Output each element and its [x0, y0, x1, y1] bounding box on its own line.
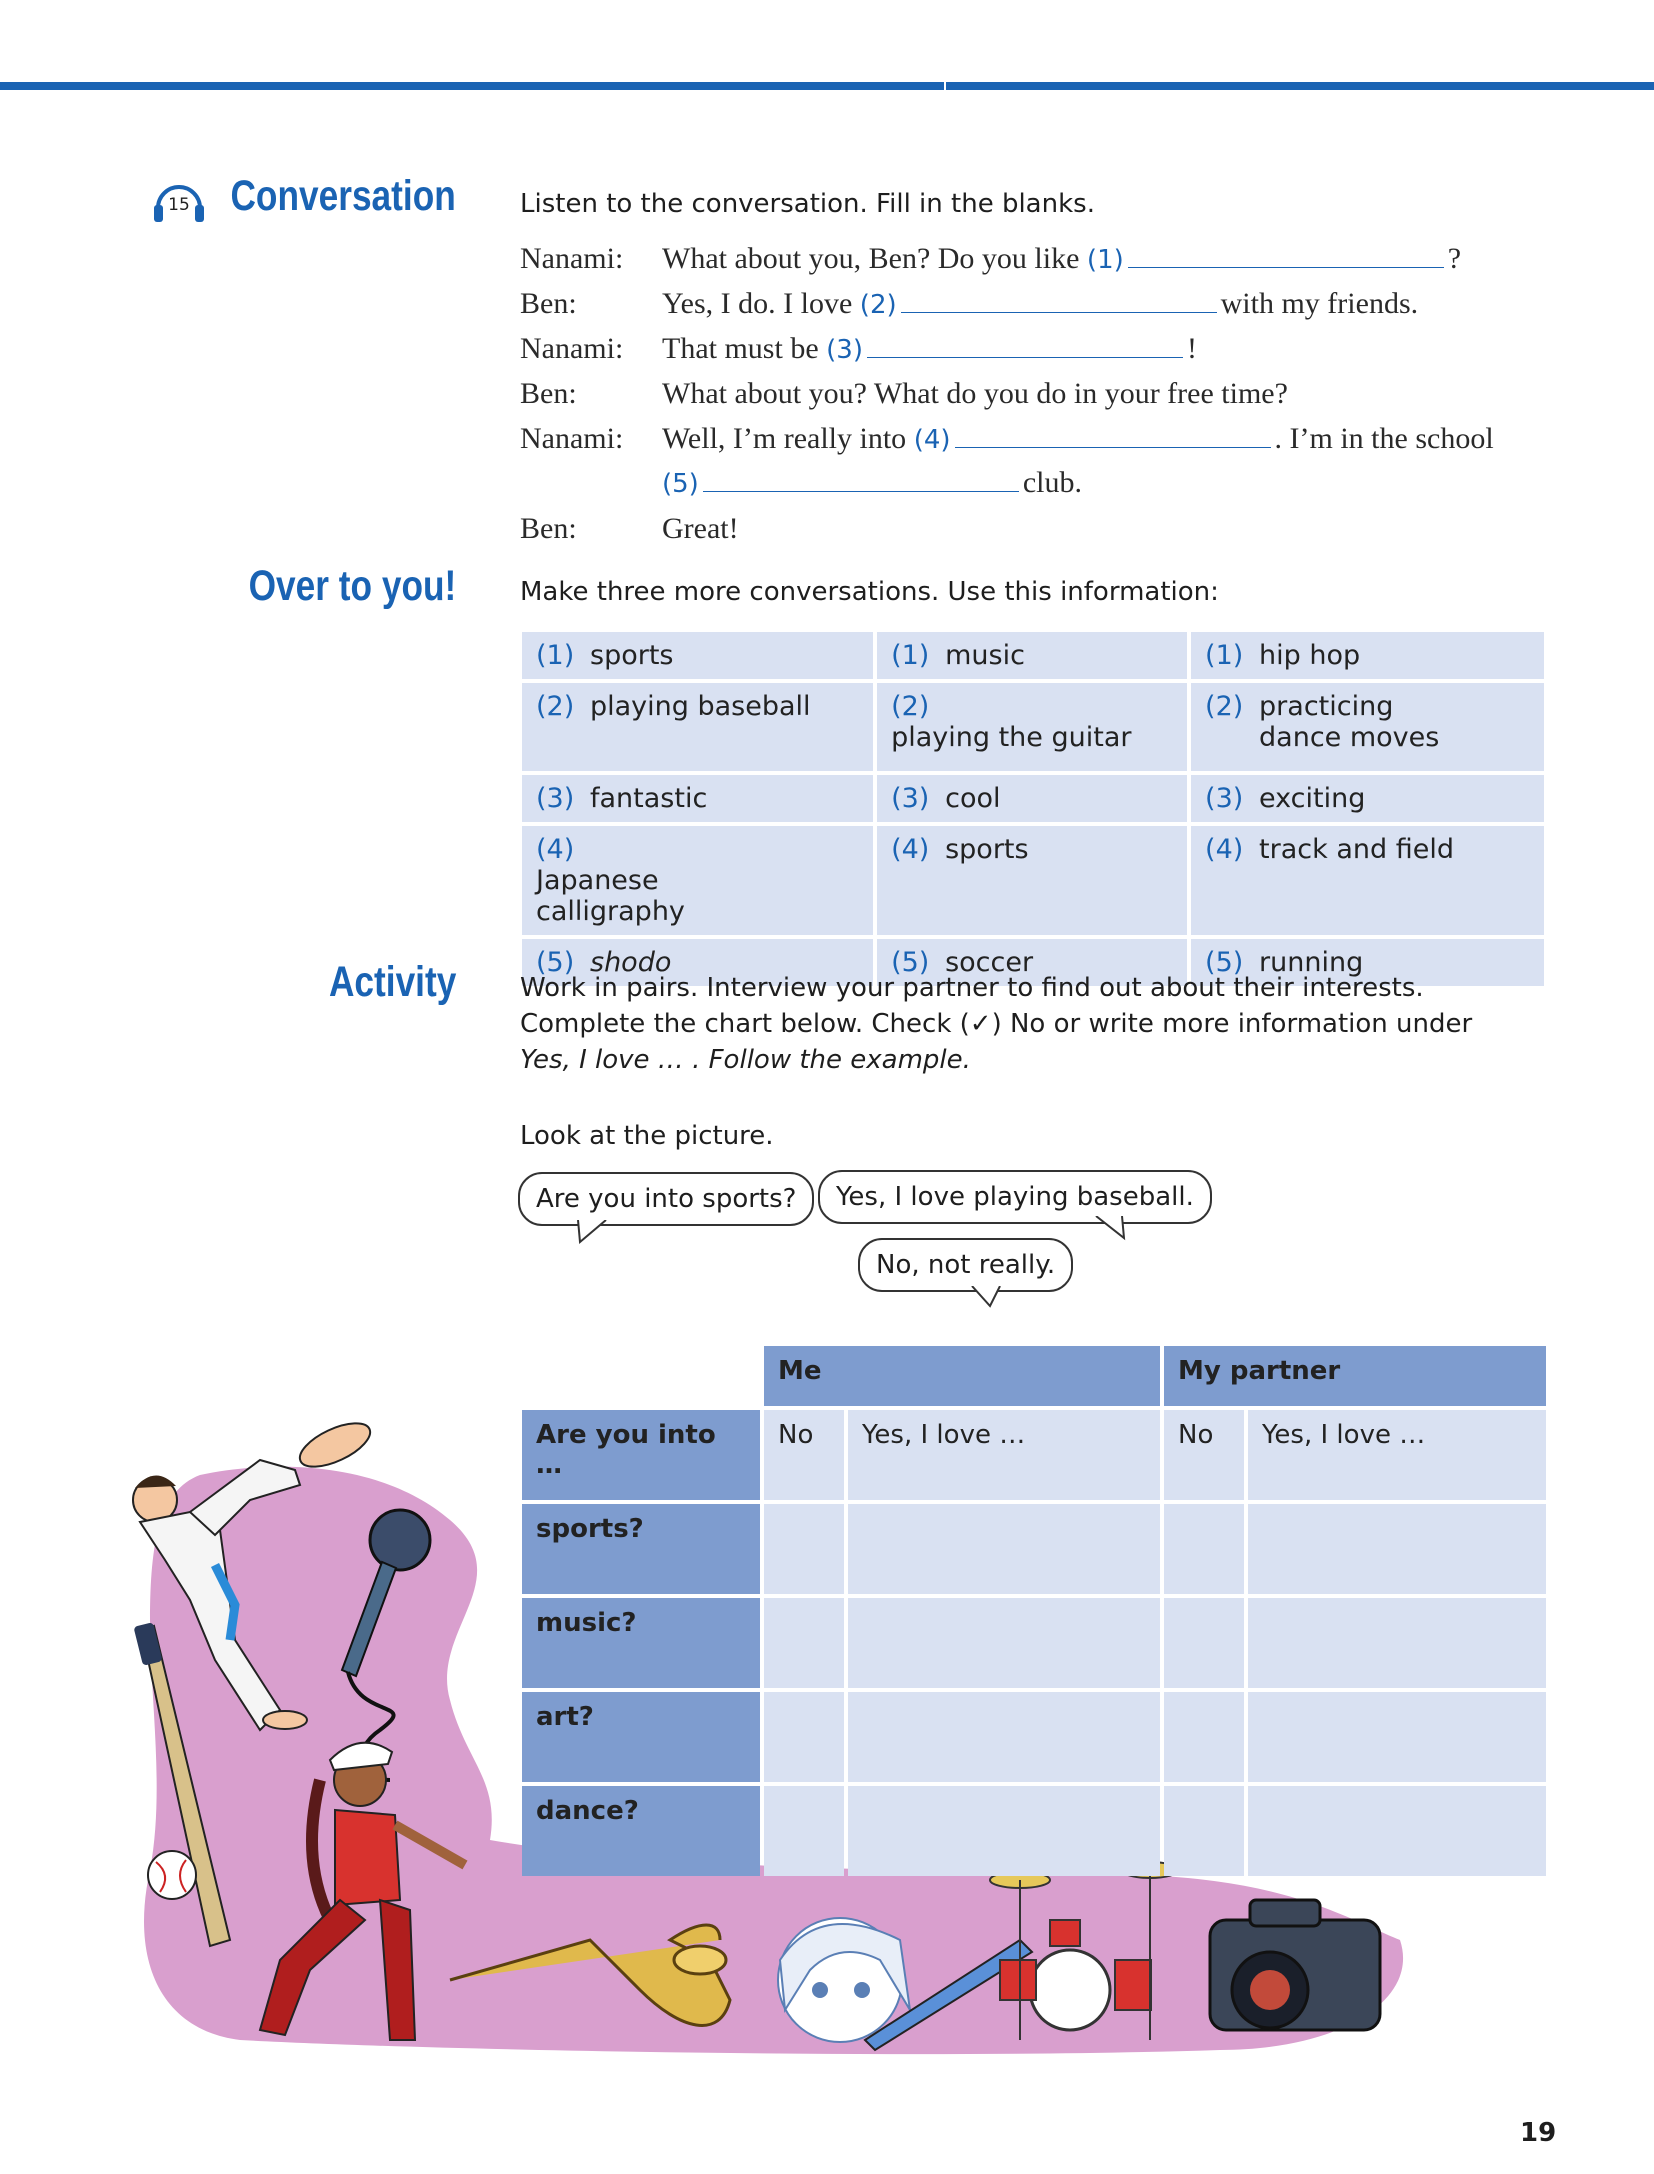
dialogue-text	[662, 287, 1418, 321]
audio-track-number: 15	[168, 195, 190, 215]
chart-cell-no-me[interactable]	[764, 1598, 844, 1688]
chart-cell-no-me[interactable]	[764, 1786, 844, 1876]
chart-row-label: sports?	[522, 1504, 760, 1594]
chart-row	[522, 1504, 1546, 1594]
dialogue-text	[662, 377, 1288, 411]
chart-row-label: music?	[522, 1598, 760, 1688]
fill-in-blank[interactable]	[901, 288, 1217, 313]
audio-track-icon[interactable]	[150, 172, 208, 230]
chart-col-yes-partner: Yes, I love …	[1248, 1410, 1546, 1500]
info-cell	[522, 775, 873, 822]
interest-chart	[518, 1342, 1550, 1880]
speaker-name: Ben:	[520, 512, 577, 545]
chart-cell-no-me[interactable]	[764, 1504, 844, 1594]
blank-number: (1)	[1086, 245, 1124, 275]
speaker-name: Nanami:	[520, 422, 624, 455]
dialogue-text-after: !	[1186, 332, 1197, 365]
top-rule	[0, 82, 1654, 90]
dialogue-text-before: What about you? What do you do in your free time?	[662, 377, 1288, 410]
info-cell	[877, 683, 1187, 771]
dialogue-text-after: with my friends.	[1220, 287, 1419, 320]
info-text: soccer	[945, 947, 1034, 978]
speech-question-text: Are you into sports?	[536, 1184, 797, 1214]
info-text: running	[1259, 947, 1364, 978]
info-number: (5)	[891, 947, 930, 978]
fill-in-blank[interactable]	[1128, 243, 1444, 268]
info-text: track and field	[1259, 834, 1454, 865]
speaker-name: Ben:	[520, 287, 577, 320]
chart-cell-no-partner[interactable]	[1164, 1692, 1244, 1782]
info-cell	[1191, 683, 1544, 771]
chart-cell-yes-me[interactable]	[848, 1504, 1160, 1594]
info-cell	[1191, 775, 1544, 822]
info-text: music	[945, 640, 1025, 671]
blank-number: (3)	[826, 335, 863, 365]
info-text: hip hop	[1259, 640, 1361, 671]
dialogue-text	[662, 466, 1082, 500]
chart-subheader-row	[522, 1410, 1546, 1500]
section-title-activity: Activity	[328, 958, 456, 1006]
conversation-instruction: Listen to the conversation. Fill in the blanks.	[520, 189, 1095, 219]
dialogue-text-after: . I’m in the school	[1274, 422, 1494, 455]
info-number: (2)	[1205, 691, 1244, 722]
speaker-name: Nanami:	[520, 332, 624, 365]
chart-row	[522, 1786, 1546, 1876]
speech-bubble-no	[858, 1238, 1073, 1292]
info-number: (3)	[891, 783, 930, 814]
chart-header-partner: My partner	[1164, 1346, 1546, 1406]
blank-number: (2)	[859, 290, 897, 320]
info-text: fantastic	[590, 783, 708, 814]
dialogue-text-after: ?	[1447, 242, 1462, 275]
fill-in-blank[interactable]	[867, 333, 1183, 358]
speaker-name: Nanami:	[520, 242, 624, 275]
info-text: exciting	[1259, 783, 1366, 814]
info-number: (5)	[1205, 947, 1244, 978]
look-instruction: Look at the picture.	[520, 1121, 774, 1151]
info-number: (2)	[891, 691, 930, 722]
dialogue-text	[662, 242, 1461, 276]
info-cell	[877, 826, 1187, 935]
info-cell	[877, 775, 1187, 822]
speaker-name: Ben:	[520, 377, 577, 410]
info-text: practicing dance moves	[1259, 691, 1440, 753]
info-row	[522, 632, 1544, 679]
info-text: Japanese calligraphy	[536, 865, 685, 927]
info-number: (4)	[1205, 834, 1244, 865]
chart-row	[522, 1598, 1546, 1688]
chart-cell-yes-partner[interactable]	[1248, 1692, 1546, 1782]
speech-bubble-question	[518, 1172, 814, 1226]
speech-yes-text: Yes, I love playing baseball.	[836, 1182, 1194, 1212]
info-number: (4)	[891, 834, 930, 865]
activity-instruction-1: Work in pairs. Interview your partner to find out about their interests.	[520, 973, 1424, 1003]
info-cell	[1191, 632, 1544, 679]
baseball-illustration	[148, 1851, 196, 1899]
dialogue-text-before: Yes, I do. I love	[662, 287, 853, 320]
info-number: (1)	[1205, 640, 1244, 671]
info-cell	[877, 632, 1187, 679]
chart-row	[522, 1692, 1546, 1782]
info-text: playing baseball	[590, 691, 811, 722]
chart-cell-yes-me[interactable]	[848, 1786, 1160, 1876]
info-number: (1)	[536, 640, 575, 671]
info-row	[522, 775, 1544, 822]
info-number: (3)	[1205, 783, 1244, 814]
chart-corner	[522, 1346, 760, 1406]
chart-cell-yes-me[interactable]	[848, 1598, 1160, 1688]
blank-number: (4)	[913, 425, 951, 455]
info-cell	[1191, 826, 1544, 935]
page-number: 19	[1520, 2118, 1557, 2148]
info-number: (5)	[536, 947, 575, 978]
chart-col-no-me: No	[764, 1410, 844, 1500]
chart-cell-yes-partner[interactable]	[1248, 1504, 1546, 1594]
activity-instruction-2: Complete the chart below. Check (✓) No or write more information under	[520, 1009, 1473, 1039]
chart-cell-yes-me[interactable]	[848, 1692, 1160, 1782]
info-row	[522, 826, 1544, 935]
chart-col-no-partner: No	[1164, 1410, 1244, 1500]
info-text: sports	[590, 640, 674, 671]
blank-number: (5)	[662, 469, 699, 499]
info-text: shodo	[590, 947, 672, 978]
info-cell	[522, 683, 873, 771]
chart-col-yes-me: Yes, I love …	[848, 1410, 1160, 1500]
info-number: (1)	[891, 640, 930, 671]
chart-header-me: Me	[764, 1346, 1160, 1406]
over-to-you-instruction: Make three more conversations. Use this information:	[520, 577, 1219, 607]
fill-in-blank[interactable]	[955, 423, 1271, 448]
bubble-tail-no	[968, 1286, 1008, 1312]
bubble-tail-question	[574, 1220, 614, 1246]
info-cell	[522, 826, 873, 935]
info-number: (2)	[536, 691, 575, 722]
dialogue-text	[662, 512, 739, 546]
dialogue-text-after: club.	[1022, 466, 1082, 499]
info-text: cool	[945, 783, 1001, 814]
speech-no-text: No, not really.	[876, 1250, 1056, 1280]
bubble-tail-yes	[1092, 1216, 1132, 1242]
chart-cell-no-partner[interactable]	[1164, 1598, 1244, 1688]
dialogue-text-before: Great!	[662, 512, 739, 545]
section-title-conversation: Conversation	[230, 172, 456, 220]
fill-in-blank[interactable]	[703, 467, 1019, 492]
section-title-over-to-you: Over to you!	[248, 562, 456, 610]
chart-row-label: dance?	[522, 1786, 760, 1876]
chart-header-row	[522, 1346, 1546, 1406]
chart-cell-no-me[interactable]	[764, 1692, 844, 1782]
chart-cell-yes-partner[interactable]	[1248, 1598, 1546, 1688]
info-table	[518, 628, 1548, 990]
chart-cell-yes-partner[interactable]	[1248, 1786, 1546, 1876]
chart-cell-no-partner[interactable]	[1164, 1504, 1244, 1594]
info-text: playing the guitar	[891, 722, 1132, 753]
info-number: (3)	[536, 783, 575, 814]
info-number: (4)	[536, 834, 575, 865]
info-cell	[522, 632, 873, 679]
dialogue-text-before: That must be	[662, 332, 819, 365]
info-text: sports	[945, 834, 1029, 865]
camera-illustration	[1210, 1900, 1380, 2030]
activity-instruction-3: Yes, I love … . Follow the example.	[520, 1045, 971, 1075]
chart-row-header-question: Are you into …	[522, 1410, 760, 1500]
info-row	[522, 683, 1544, 771]
chart-cell-no-partner[interactable]	[1164, 1786, 1244, 1876]
chart-row-label: art?	[522, 1692, 760, 1782]
dialogue-text-before: Well, I’m really into	[662, 422, 907, 455]
dialogue-text	[662, 332, 1197, 366]
dialogue-text	[662, 422, 1494, 456]
dialogue-text-before: What about you, Ben? Do you like	[662, 242, 1080, 275]
speech-bubble-yes	[818, 1170, 1212, 1224]
